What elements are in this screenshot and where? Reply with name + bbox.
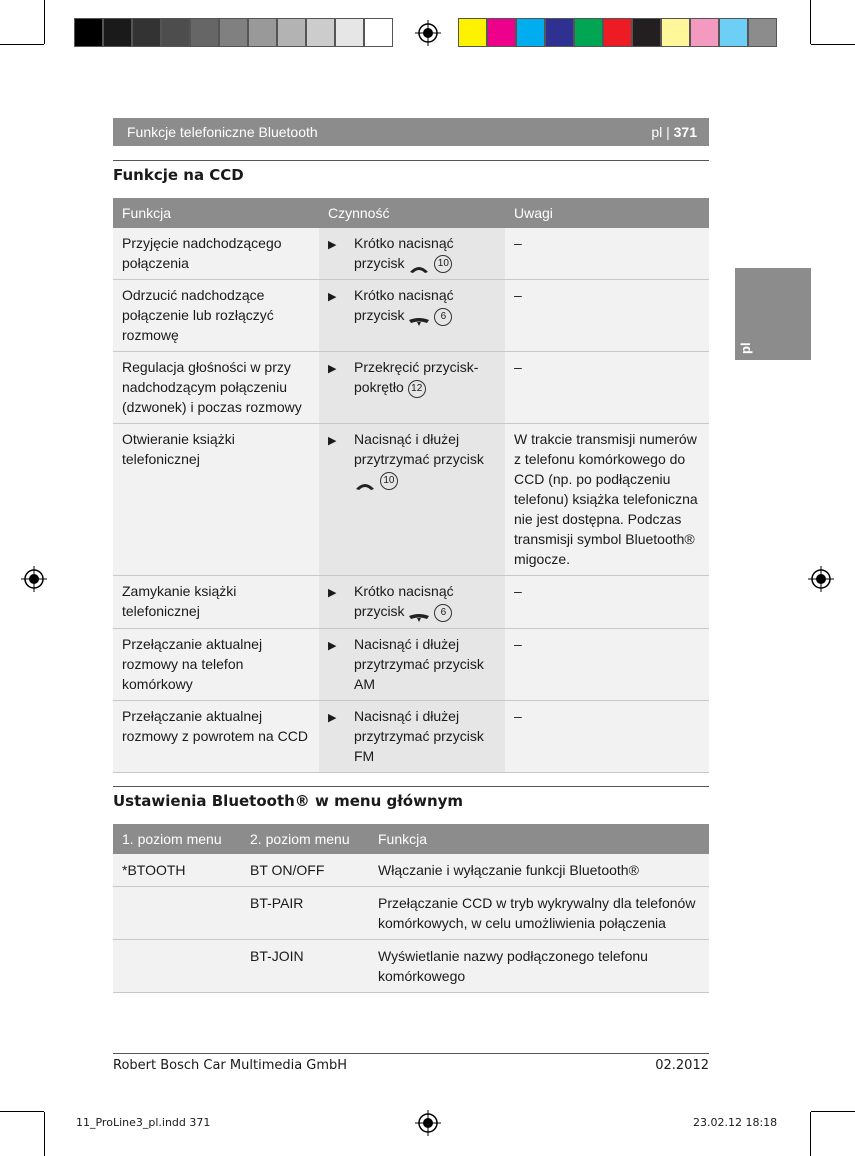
function-cell: Przyjęcie nadchodzącego połączenia (113, 228, 319, 280)
color-swatch (458, 18, 487, 47)
action-cell (319, 228, 505, 280)
footer-company: Robert Bosch Car Multimedia GmbH (113, 1058, 348, 1073)
action-text-block (354, 285, 496, 325)
action-text: Nacisnąć i dłużej przytrzymać przycisk AM (354, 635, 484, 692)
section-title: Funkcje na CCD (113, 166, 244, 184)
color-swatch (277, 18, 306, 47)
table-row (113, 700, 709, 772)
crop-mark (44, 1112, 45, 1156)
action-cell (319, 424, 505, 576)
button-number: 6 (434, 604, 452, 622)
color-swatch (248, 18, 277, 47)
table-row (113, 424, 709, 576)
table-header-row (113, 824, 709, 854)
divider (113, 786, 709, 787)
gray-color-bar (74, 18, 393, 47)
note-cell: – (505, 352, 709, 424)
column-header: 1. poziom menu (113, 824, 241, 854)
action-text: Nacisnąć i dłużej przytrzymać przycisk FM (354, 707, 484, 764)
registration-mark-icon (415, 1110, 441, 1136)
menu-function-cell: Przełączanie CCD w tryb wykrywalny dla telefonów komórkowych, w celu umożliwienia połączenia (369, 887, 709, 940)
table-row (113, 940, 709, 993)
color-swatch (632, 18, 661, 47)
arrow-icon: ▶ (328, 435, 337, 448)
ccd-functions-table (113, 198, 709, 773)
column-header: Uwagi (505, 198, 709, 228)
language-tab (735, 268, 811, 360)
arrow-icon: ▶ (328, 291, 337, 304)
color-swatch (219, 18, 248, 47)
color-swatch (748, 18, 777, 47)
crop-mark (44, 0, 45, 44)
action-cell (319, 628, 505, 700)
footer-date: 02.2012 (655, 1058, 709, 1073)
arrow-icon: ▶ (328, 711, 337, 724)
menu-level1-cell: *BTOOTH (113, 854, 241, 887)
action-content (328, 706, 496, 766)
color-swatch (364, 18, 393, 47)
color-swatch (74, 18, 103, 47)
table-row (113, 576, 709, 628)
note-cell: – (505, 700, 709, 772)
menu-level2-cell: BT ON/OFF (241, 854, 369, 887)
table-row (113, 228, 709, 280)
color-swatch (190, 18, 219, 47)
action-content (328, 285, 496, 325)
column-header: 2. poziom menu (241, 824, 369, 854)
menu-function-cell: Włączanie i wyłączanie funkcji Bluetooth® (369, 854, 709, 887)
color-swatch (306, 18, 335, 47)
color-swatch (487, 18, 516, 47)
color-swatch (103, 18, 132, 47)
crop-mark (810, 0, 811, 44)
phone-hangup-icon (408, 312, 430, 322)
crop-mark (810, 1112, 811, 1156)
action-text-block (354, 581, 496, 621)
table-row (113, 280, 709, 352)
action-content (328, 357, 496, 397)
color-swatch (132, 18, 161, 47)
table-row (113, 854, 709, 887)
crop-mark (811, 1111, 855, 1112)
menu-level2-cell: BT-JOIN (241, 940, 369, 993)
action-text: Nacisnąć i dłużej przytrzymać przycisk (354, 431, 484, 468)
language-tab-label: pl (738, 342, 753, 354)
column-header: Czynność (319, 198, 505, 228)
color-swatch (719, 18, 748, 47)
action-content (328, 429, 496, 489)
action-text-block (354, 429, 496, 489)
action-text-block (354, 634, 496, 694)
action-text: Krótko nacisnąć przycisk (354, 235, 454, 271)
arrow-icon: ▶ (328, 639, 337, 652)
column-header: Funkcja (369, 824, 709, 854)
slug-file: 11_ProLine3_pl.indd 371 (76, 1116, 211, 1129)
registration-mark-icon (808, 566, 834, 592)
page-number: pl | 371 (651, 124, 697, 140)
divider (113, 1053, 709, 1054)
button-number: 6 (434, 308, 452, 326)
function-cell: Odrzucić nadchodzące połączenie lub rozłączyć rozmowę (113, 280, 319, 352)
action-cell (319, 352, 505, 424)
color-swatch (335, 18, 364, 47)
table-header-row (113, 198, 709, 228)
color-swatch (545, 18, 574, 47)
note-cell: W trakcie transmisji numerów z telefonu komórkowego do CCD (np. po podłączeniu telefonu) książka telefoniczna nie jest dostępna. Podczas transmisji symbol Bluetooth® migocze. (505, 424, 709, 576)
menu-function-cell: Wyświetlanie nazwy podłączonego telefonu komórkowego (369, 940, 709, 993)
column-header: Funkcja (113, 198, 319, 228)
table-row (113, 352, 709, 424)
registration-mark-icon (415, 20, 441, 46)
button-number: 10 (434, 255, 452, 273)
button-number: 10 (380, 472, 398, 490)
crop-mark (0, 44, 44, 45)
menu-level2-cell: BT-PAIR (241, 887, 369, 940)
function-cell: Przełączanie aktualnej rozmowy na telefon komórkowy (113, 628, 319, 700)
bluetooth-menu-table (113, 824, 709, 993)
arrow-icon: ▶ (328, 239, 337, 251)
note-cell: – (505, 576, 709, 628)
page-header (113, 118, 709, 146)
function-cell: Przełączanie aktualnej rozmowy z powrotem na CCD (113, 700, 319, 772)
phone-hangup-icon (408, 608, 430, 618)
page-footer (113, 1058, 709, 1073)
phone-accept-icon (354, 476, 376, 486)
action-cell (319, 576, 505, 628)
phone-accept-icon (408, 259, 430, 269)
registration-mark-icon (21, 566, 47, 592)
function-cell: Regulacja głośności w przy nadchodzącym połączeniu (dzwonek) i poczas rozmowy (113, 352, 319, 424)
function-cell: Otwieranie książki telefonicznej (113, 424, 319, 576)
arrow-icon: ▶ (328, 363, 337, 376)
menu-level1-cell (113, 940, 241, 993)
action-content (328, 634, 496, 694)
color-swatch (574, 18, 603, 47)
note-cell: – (505, 228, 709, 280)
action-content (328, 233, 496, 273)
section-title: Ustawienia Bluetooth® w menu głównym (113, 792, 464, 810)
slug-timestamp: 23.02.12 18:18 (693, 1116, 778, 1129)
color-swatch (161, 18, 190, 47)
action-content (328, 581, 496, 621)
table-row (113, 887, 709, 940)
color-swatch (690, 18, 719, 47)
action-cell (319, 700, 505, 772)
color-swatch (603, 18, 632, 47)
crop-mark (811, 44, 855, 45)
action-text-block (354, 357, 496, 397)
color-swatch (661, 18, 690, 47)
menu-level1-cell (113, 887, 241, 940)
action-text-block (354, 706, 496, 766)
note-cell: – (505, 280, 709, 352)
color-swatch (516, 18, 545, 47)
header-title: Funkcje telefoniczne Bluetooth (127, 124, 318, 140)
arrow-icon: ▶ (328, 587, 337, 600)
action-text: Krótko nacisnąć przycisk (354, 287, 454, 324)
action-text-block (354, 233, 496, 273)
color-bar (458, 18, 777, 47)
divider (113, 160, 709, 161)
action-cell (319, 280, 505, 352)
crop-mark (0, 1111, 44, 1112)
note-cell: – (505, 628, 709, 700)
table-row (113, 628, 709, 700)
action-text: Przekręcić przycisk-pokrętło (354, 359, 479, 396)
function-cell: Zamykanie książki telefonicznej (113, 576, 319, 628)
button-number: 12 (408, 380, 426, 398)
action-text: Krótko nacisnąć przycisk (354, 583, 454, 620)
